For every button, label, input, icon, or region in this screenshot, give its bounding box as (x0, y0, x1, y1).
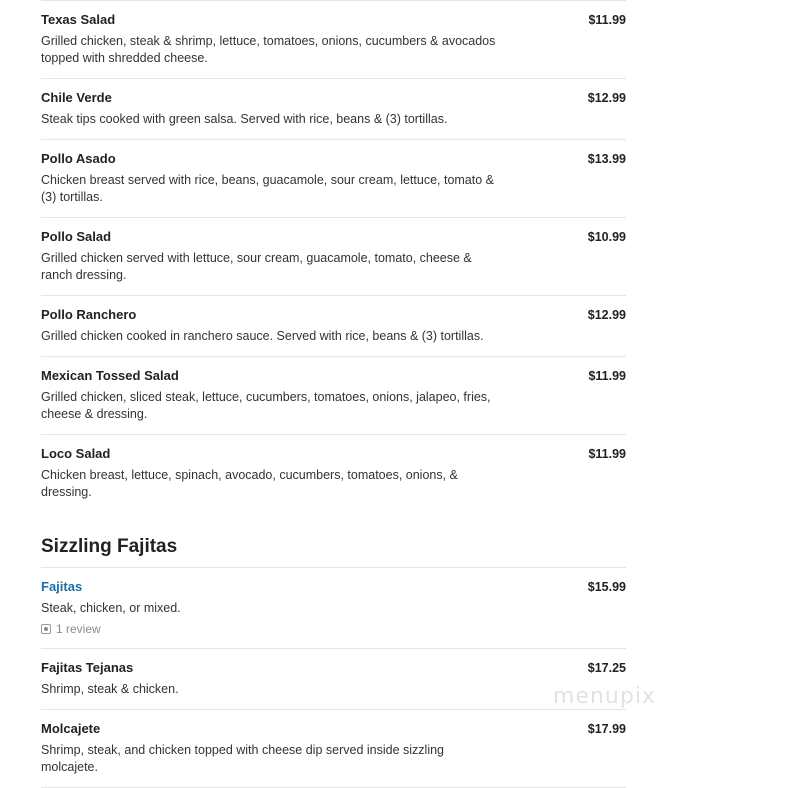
item-name: Pollo Ranchero (41, 307, 137, 322)
menu-item (41, 568, 626, 649)
item-description: Steak, chicken, or mixed. (41, 601, 181, 615)
menu-item (41, 357, 626, 435)
item-price: $11.99 (588, 13, 626, 27)
item-name: Molcajete (41, 721, 101, 736)
menu-content (41, 0, 626, 788)
item-price: $12.99 (587, 91, 626, 105)
menu-item (41, 710, 626, 788)
item-description: Chicken breast served with rice, beans, guacamole, sour cream, lettuce, tomato & (3) tortillas. (41, 173, 494, 204)
item-price: $17.99 (587, 722, 626, 736)
item-description: Grilled chicken served with lettuce, sour cream, guacamole, tomato, cheese & ranch dressing. (41, 251, 472, 282)
item-description: Chicken breast, lettuce, spinach, avocado, cucumbers, tomatoes, onions, & dressing. (41, 468, 458, 499)
item-price: $12.99 (587, 308, 626, 322)
menu-item (41, 140, 626, 218)
review-icon (41, 624, 51, 634)
item-price: $10.99 (587, 230, 626, 244)
item-description: Grilled chicken, steak & shrimp, lettuce, tomatoes, onions, cucumbers & avocados topped with shredded cheese. (41, 34, 496, 65)
review-count: 1 review (56, 622, 101, 636)
item-description: Steak tips cooked with green salsa. Served with rice, beans & (3) tortillas. (41, 112, 448, 126)
item-price: $11.99 (588, 369, 626, 383)
item-price: $17.25 (587, 661, 626, 675)
menu-item (41, 296, 626, 357)
item-description: Shrimp, steak, and chicken topped with cheese dip served inside sizzling molcajete. (41, 743, 444, 774)
item-description: Grilled chicken, sliced steak, lettuce, cucumbers, tomatoes, onions, jalapeo, fries, cheese & dressing. (41, 390, 491, 421)
section-title: Sizzling Fajitas (41, 512, 626, 568)
item-name: Mexican Tossed Salad (41, 368, 179, 383)
item-name: Loco Salad (41, 446, 111, 461)
menu-item (41, 1, 626, 79)
item-name: Pollo Salad (41, 229, 112, 244)
watermark-logo: menupix (553, 684, 656, 709)
menu-item (41, 79, 626, 140)
item-name: Pollo Asado (41, 151, 116, 166)
item-description: Grilled chicken cooked in ranchero sauce. Served with rice, beans & (3) tortillas. (41, 329, 484, 343)
item-price: $11.99 (588, 447, 626, 461)
menu-item (41, 649, 626, 710)
menu-item (41, 218, 626, 296)
item-name-link[interactable]: Fajitas (41, 579, 83, 594)
item-name: Chile Verde (41, 90, 112, 105)
item-price: $13.99 (587, 152, 626, 166)
item-name: Texas Salad (41, 12, 116, 27)
review-link[interactable] (41, 621, 626, 637)
item-description: Shrimp, steak & chicken. (41, 682, 179, 696)
item-name: Fajitas Tejanas (41, 660, 134, 675)
menu-item (41, 435, 626, 512)
item-price: $15.99 (587, 580, 626, 594)
